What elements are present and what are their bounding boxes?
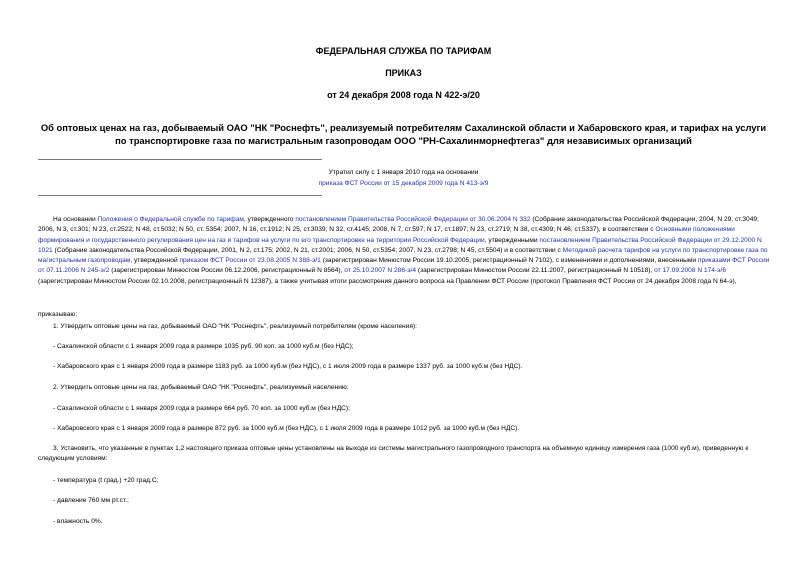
preamble-link[interactable]: приказом ФСТ России от 23.08.2005 N 388-э/1	[179, 257, 321, 265]
repeal-order-link[interactable]: приказа ФСТ России от 15 декабря 2009 года N 413-э/9	[318, 180, 489, 187]
order-clause: приказываю:	[38, 311, 78, 318]
preamble-link[interactable]: от 17.09.2008 N 174-э/6	[654, 267, 726, 275]
document-date-number: от 24 декабря 2008 года N 422-э/20	[327, 90, 480, 100]
agency-heading: ФЕДЕРАЛЬНАЯ СЛУЖБА ПО ТАРИФАМ	[315, 46, 492, 56]
preamble-seg: (Собрание законодательства Российской Федерации, 2001, N 2, ст.175; 2002, N 21, ст.2001; 2006, N 50, ст.5354; 2007, N 23, ст.2798; N 45, ст.5504) и в соответствии с	[52, 246, 563, 254]
document-type: ПРИКАЗ	[385, 68, 422, 78]
preamble-link[interactable]: Методикой расчета тарифов на услуги по транспортировке газа по магистральным газопроводам	[38, 246, 768, 265]
preamble-link[interactable]: постановлением Правительства Российской Федерации от 29.12.2000 N 1021	[38, 236, 762, 254]
preamble-link[interactable]: от 25.10.2007 N 286-э/4	[344, 267, 417, 275]
status-note: Утратил силу с 1 января 2010 года на основании	[328, 169, 479, 176]
preamble-link[interactable]: Основными положениями формирования и государственного регулирования цен на газ и тарифов на услуги по его транспортировке на территории Российской Федерации	[38, 226, 735, 244]
item-2-khabarovsk: - Хабаровского края с 1 января 2009 года в размере 872 руб. за 1000 куб.м (без НДС), с 1 июля 2009 года в размере 1012 руб. за 1000 куб.м (без НДС).	[53, 425, 520, 432]
condition-humidity: - влажность 0%.	[53, 518, 103, 525]
divider-top	[38, 159, 322, 160]
divider-bottom	[38, 195, 322, 196]
preamble-seg: , утвержденного	[243, 216, 296, 223]
condition-temperature: - температура (t град.) +20 град.С;	[53, 477, 159, 484]
item-1-sakhalin: - Сахалинской области с 1 января 2009 года в размере 1035 руб. 90 коп. за 1000 куб.м (без НДС);	[53, 343, 354, 350]
preamble-seg: (зарегистрирован Минюстом России 19.10.2005, регистрационный N 7102), с изменениями и дополнениями, внесенными	[320, 257, 698, 265]
preamble-seg: , утвержденной	[130, 257, 180, 265]
preamble-seg: (зарегистрирован Минюстом России 22.11.2007, регистрационный N 10518),	[416, 267, 655, 275]
item-2-sakhalin: - Сахалинской области с 1 января 2009 года в размере 664 руб. 70 коп. за 1000 куб.м (без НДС);	[53, 405, 350, 412]
preamble-link[interactable]: приказами ФСТ России от 07.11.2006 N 245-э/2	[38, 257, 770, 275]
condition-pressure: - давление 760 мм рт.ст.;	[53, 497, 129, 504]
preamble-link[interactable]: постановлением Правительства Российской Федерации от 30.06.2004 N 332	[295, 216, 531, 223]
preamble-paragraph	[38, 215, 770, 287]
item-1: 1. Утвердить оптовые цены на газ, добываемый ОАО "НК "Роснефть", реализуемый потребителям (кроме населения):	[53, 323, 417, 330]
preamble-seg: (зарегистрирован Минюстом России 02.10.2008, регистрационный N 12387), а также учитывая итоги рассмотрения данного вопроса на Правлении ФСТ России (протокол Правления ФСТ России от 24 декабря 2008 года N 64-э),	[38, 277, 737, 285]
preamble-seg: На основании	[53, 216, 98, 223]
item-2: 2. Утвердить оптовые цены на газ, добываемый ОАО "НК "Роснефть", реализуемый населению:	[53, 384, 349, 391]
preamble-seg: (зарегистрирован Минюстом России 06.12.2006, регистрационный N 8564),	[109, 267, 345, 275]
preamble-seg: , утвержденными	[484, 236, 540, 244]
document-title: Об оптовых ценах на газ, добываемый ОАО "НК "Роснефть", реализуемый потребителям Сахалинской области и Хабаровского края, и тарифах на услуги по транспортировке газа по магистральным газопроводам ООО "РН-Сахалинморнефтегаз" для независимых организаций	[40, 122, 767, 146]
preamble-seg: (Собрание законодательства Российской Федерации, 2004, N 29, ст.3049; 2006, N 3, ст.301; N 23, ст.2522; N 48, ст.5032; N 50, ст. 5354; 2007, N 16, ст.1912; N 25, ст.3039; N 32, ст.4145; 2008, N 7, ст.597; N 17, ст.1897; N 23, ст.2719; N 38, ст.4309; N 46, ст.5337), в соответствии с	[38, 216, 759, 234]
item-3: 3. Установить, что указанные в пунктах 1,2 настоящего приказа оптовые цены установлены на выходе из системы магистрального газопроводного транспорта на объемную единицу измерения газа (1000 куб.м), приведенную к следующим условиям:	[38, 445, 749, 463]
item-1-khabarovsk: - Хабаровского края с 1 января 2009 года в размере 1183 руб. за 1000 куб.м (без НДС), с 1 июля 2009 года в размере 1337 руб. за 1000 куб.м (без НДС).	[53, 363, 523, 370]
preamble-link[interactable]: Положения о Федеральной службе по тарифам	[97, 216, 244, 223]
